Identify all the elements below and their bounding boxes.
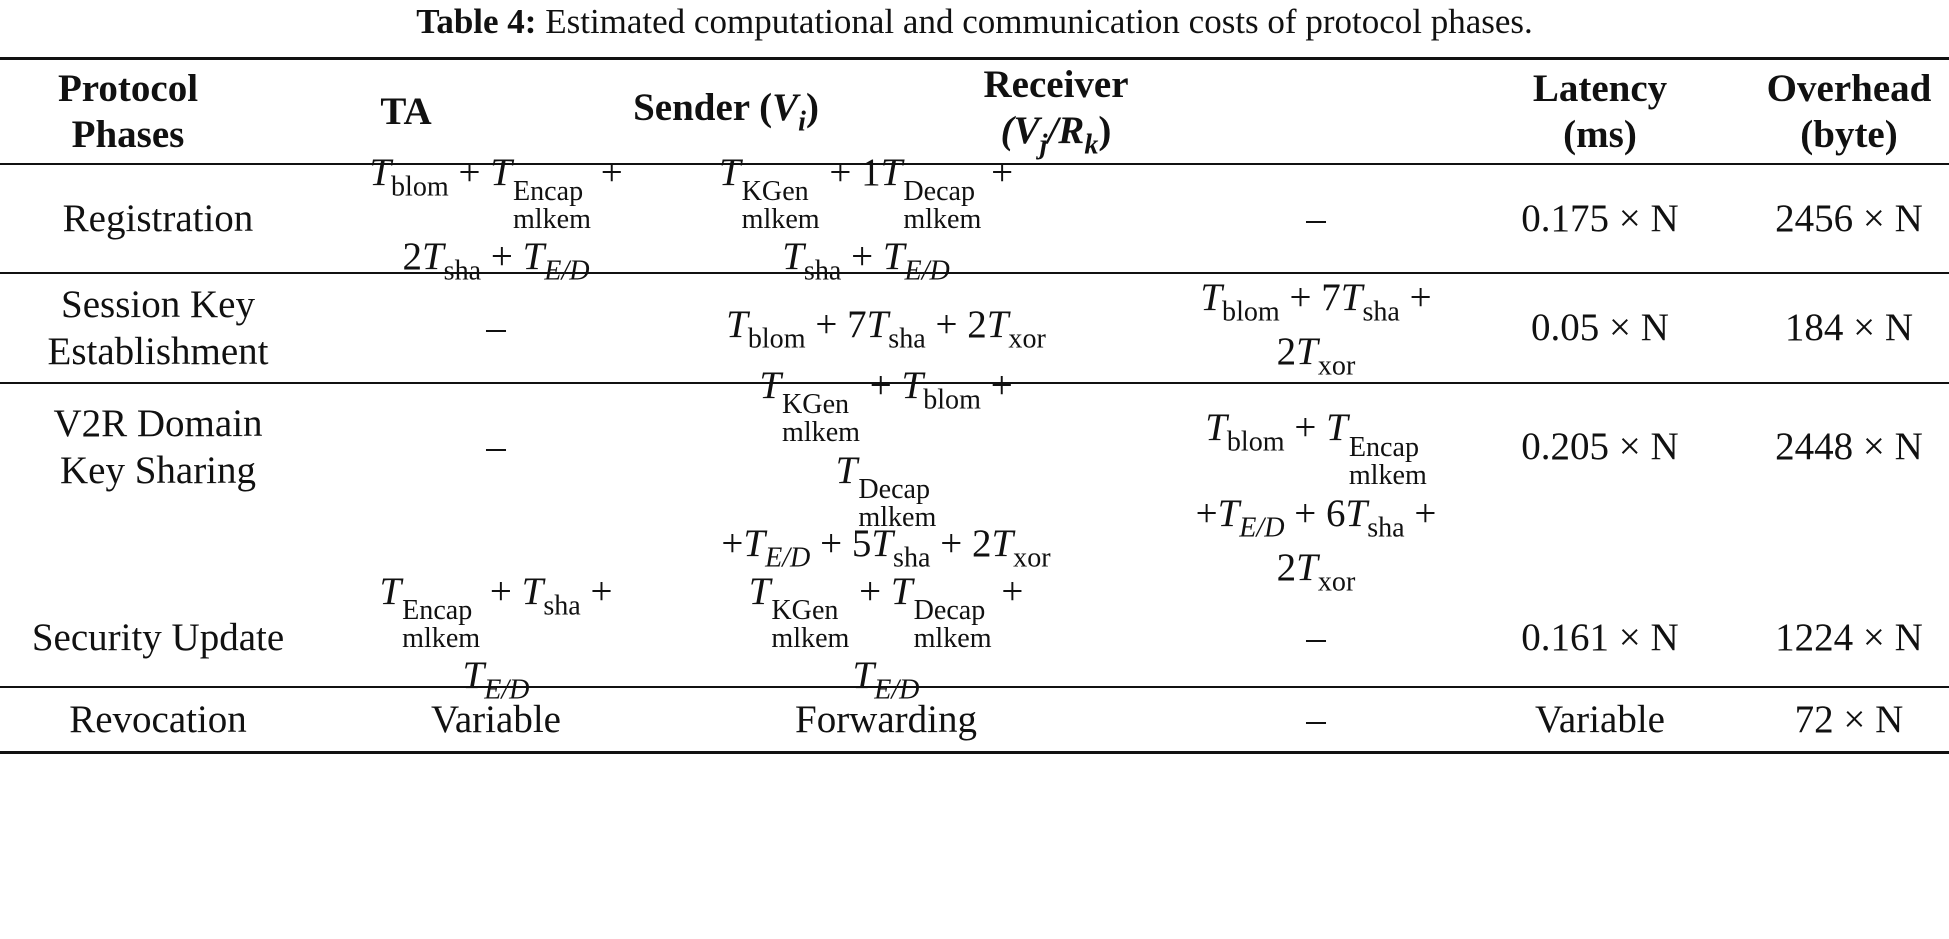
revocation-ta-cost: Variable — [431, 697, 561, 741]
registration-receiver-cost: – — [1306, 196, 1326, 240]
bottom-rule — [0, 751, 1949, 754]
v2r-latency: 0.205 × N — [1521, 425, 1679, 469]
v2r-overhead: 2448 × N — [1775, 425, 1923, 469]
registration-latency: 0.175 × N — [1521, 196, 1679, 240]
table-caption — [0, 0, 1949, 44]
revocation-overhead: 72 × N — [1794, 697, 1904, 741]
revocation-receiver-cost: – — [1306, 697, 1326, 741]
revocation-sender-cost: Forwarding — [795, 697, 977, 741]
security-overhead: 1224 × N — [1775, 615, 1923, 659]
security-receiver-cost: – — [1306, 615, 1326, 659]
session-sender-cost: $T_{blom} + 7T_{sha} + 2T_{xor}$ — [726, 302, 1046, 355]
security-ta-cost: T Encap mlkem + $T_{sha}$ + $T_{E/D}$ — [379, 569, 613, 707]
v2r-receiver-cost-part2: $+T_{E/D} + 6T_{sha}$ + $2T_{xor}$ — [1195, 492, 1437, 598]
v2r-phase: V2R Domain Key Sharing — [53, 402, 263, 492]
security-sender-cost: T KGen mlkem + T Decap mlkem + $T_{E/D}$ — [748, 569, 1024, 707]
security-phase: Security Update — [31, 615, 285, 659]
session-overhead: 184 × N — [1784, 306, 1914, 350]
header-protocol-phases: Protocol Phases — [57, 66, 199, 156]
revocation-phase: Revocation — [69, 697, 247, 741]
row-rule-1 — [0, 272, 1949, 274]
registration-ta-cost: $T_{blom} + T$ Encap mlkem + $2T_{sha} + T_{E/D}$ — [369, 150, 623, 288]
session-phase: Session Key Establishment — [47, 283, 269, 373]
v2r-receiver-cost-part1: $T_{blom} + T$ Encap mlkem — [1205, 406, 1427, 491]
v2r-sender-cost-part1: T KGen mlkem + $T_{blom}$ + T Decap mlkem — [759, 363, 1013, 534]
session-latency: 0.05 × N — [1531, 306, 1669, 350]
registration-sender-cost: T KGen mlkem + 1T Decap mlkem + $T_{sha} + T_{E/D}$ — [718, 150, 1014, 288]
header-sender: Sender $(V_i)$ — [633, 86, 819, 138]
registration-overhead: 2456 × N — [1775, 196, 1923, 240]
caption-text: Estimated computational and communication costs of protocol phases. — [536, 2, 1533, 41]
header-receiver: Receiver $(V_j/R_k)$ — [983, 63, 1129, 161]
v2r-sender-cost-part2: $+T_{E/D} + 5T_{sha} + 2T_{xor}$ — [721, 522, 1051, 574]
security-latency: 0.161 × N — [1521, 615, 1679, 659]
revocation-latency: Variable — [1535, 697, 1665, 741]
header-latency: Latency (ms) — [1532, 66, 1668, 156]
header-overhead: Overhead (byte) — [1766, 66, 1932, 156]
session-receiver-cost: $T_{blom} + 7T_{sha}$ + $2T_{xor}$ — [1200, 275, 1432, 382]
v2r-ta-cost: – — [486, 425, 506, 469]
session-ta-cost: – — [486, 306, 506, 350]
registration-phase: Registration — [62, 196, 254, 240]
header-ta: TA — [380, 89, 432, 133]
top-rule — [0, 57, 1949, 60]
row-rule-3 — [0, 686, 1949, 688]
caption-label: Table 4: — [416, 2, 537, 41]
